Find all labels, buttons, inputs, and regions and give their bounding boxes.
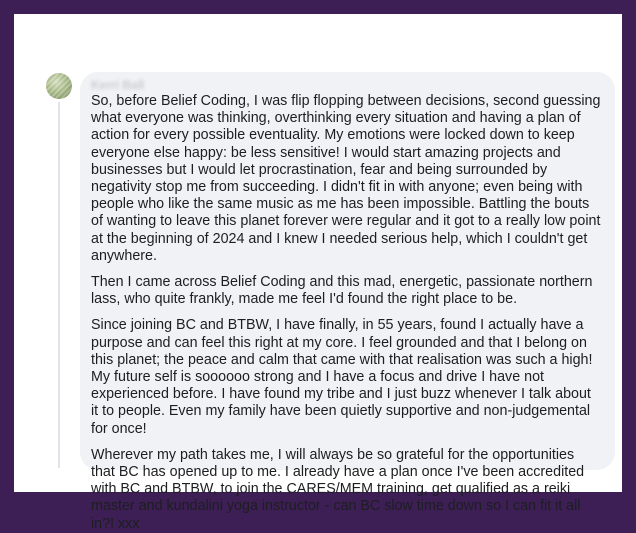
- comment-author-name[interactable]: Kerri Ball: [91, 78, 145, 92]
- comment-paragraph-4: Wherever my path takes me, I will always be so grateful for the opportunities that BC has opened up to me. I already have a plan once I've been accredited with BC and BTBW, to join the CARES/MEM training, get qualified as a reiki master and kundalini yoga instructor - can BC slow time down so I can fit it all in?! xxx: [91, 446, 585, 532]
- thread-line: [58, 102, 60, 468]
- comment-paragraph-1: So, before Belief Coding, I was flip flopping between decisions, second guessing what everyone was thinking, overthinking every situation and having a plan of action for every possible eventuality. My emotions were locked down to keep everyone else happy: be less sensitive! I would start amazing projects and businesses but I would let procrastination, fear and being surrounded by negativity stop me from succeeding. I didn't fit in with anyone; even being with people who like the same music as me has been impossible. Battling the bouts of wanting to leave this planet forever were regular and it got to a really low point at the beginning of 2024 and I knew I needed serious help, which I couldn't get anywhere.: [91, 93, 601, 264]
- comment-paragraph-3: Since joining BC and BTBW, I have finally, in 55 years, found I actually have a purpose and can feel this right at my core. I feel grounded and that I belong on this planet; the peace and calm that came with that realisation was such a high! My future self is soooooo strong and I have a focus and drive I have not experienced before. I have found my tribe and I just buzz whenever I talk about it to people. Even my family have been quietly supportive and non-judgemental for once!: [91, 317, 593, 437]
- comment-bubble: [80, 72, 615, 532]
- comment-paragraph-2: Then I came across Belief Coding and this mad, energetic, passionate northern lass, who quite frankly, made me feel I'd found the right place to be.: [91, 274, 593, 308]
- screenshot-frame: [14, 14, 622, 532]
- avatar[interactable]: [46, 73, 72, 99]
